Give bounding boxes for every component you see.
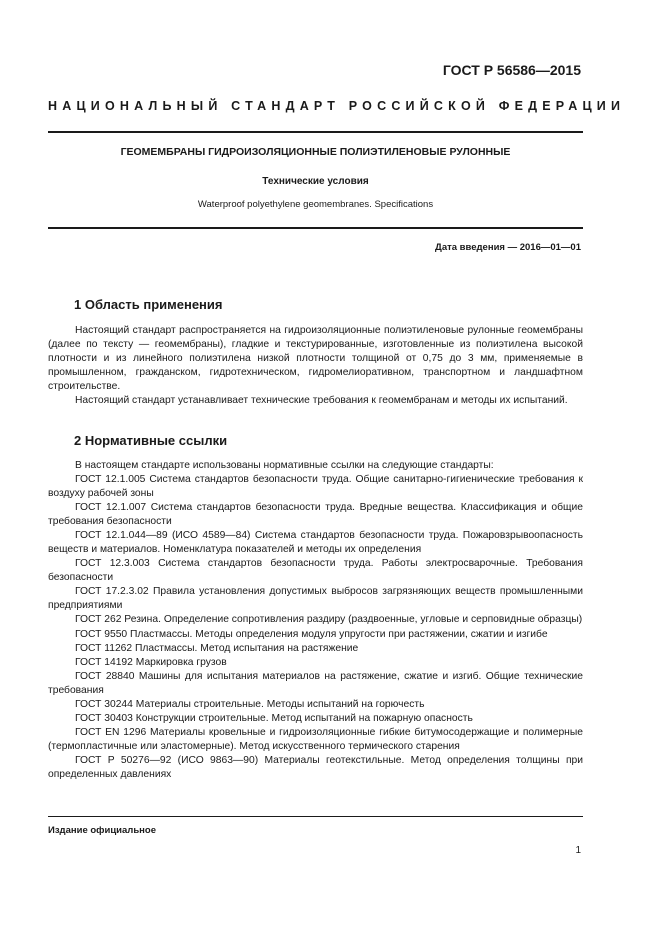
- reference-item: ГОСТ 12.1.007 Система стандартов безопасности труда. Вредные вещества. Классификация и общие требования безопасности: [48, 502, 583, 528]
- reference-item: ГОСТ 12.3.003 Система стандартов безопасности труда. Работы электросварочные. Требования безопасности: [48, 558, 583, 584]
- introduction-date: Дата введения — 2016—01—01: [435, 242, 581, 253]
- section-2-intro: [48, 459, 583, 473]
- reference-item: ГОСТ 14192 Маркировка грузов: [75, 656, 227, 668]
- page-number: 1: [575, 845, 581, 856]
- reference-item: ГОСТ 28840 Машины для испытания материалов на растяжение, сжатие и изгиб. Общие технические требования: [48, 670, 583, 696]
- document-title: ГЕОМЕМБРАНЫ ГИДРОИЗОЛЯЦИОННЫЕ ПОЛИЭТИЛЕНОВЫЕ РУЛОННЫЕ: [120, 146, 511, 158]
- reference-item: ГОСТ 30403 Конструкции строительные. Метод испытаний на пожарную опасность: [75, 712, 473, 724]
- reference-item: ГОСТ 17.2.3.02 Правила установления допустимых выбросов загрязняющих веществ промышленными предприятиями: [48, 586, 583, 612]
- title-rule: [48, 227, 583, 229]
- header-rule: [48, 131, 583, 133]
- section-1-heading: 1 Область применения: [74, 297, 223, 312]
- document-title-english: Waterproof polyethylene geomembranes. Specifications: [197, 199, 434, 210]
- reference-item: ГОСТ 11262 Пластмассы. Метод испытания на растяжение: [75, 642, 359, 654]
- reference-item: ГОСТ 30244 Материалы строительные. Методы испытаний на горючесть: [75, 698, 425, 710]
- document-subtitle: Технические условия: [262, 176, 369, 187]
- normative-references-list: [48, 473, 583, 782]
- official-edition-label: Издание официальное: [48, 825, 156, 836]
- national-standard-title: НАЦИОНАЛЬНЫЙ СТАНДАРТ РОССИЙСКОЙ ФЕДЕРАЦИИ: [48, 99, 626, 113]
- reference-item: ГОСТ 9550 Пластмассы. Методы определения модуля упругости при растяжении, сжатии и изгибе: [75, 628, 548, 640]
- paragraph-text: Настоящий стандарт распространяется на гидроизоляционные полиэтиленовые рулонные геомембраны (далее по тексту — геомембраны), гладкие и текстурированные, изготовленные из полиэтилена высокой плотности и из линейного полиэтилена низкой плотности толщиной от 0,75 до 3 мм, применяемые в промышленном, гражданском, гидротехническом, гидромелиоративном, транспортном и ландшафтном строительстве.: [48, 325, 583, 392]
- reference-item: ГОСТ Р 50276—92 (ИСО 9863—90) Материалы геотекстильные. Метод определения толщины при определенных давлениях: [48, 754, 583, 780]
- section-2-heading: 2 Нормативные ссылки: [74, 433, 228, 448]
- footer-rule: [48, 816, 583, 817]
- section-1-paragraph: [48, 324, 583, 394]
- section-1-paragraph: [48, 394, 583, 408]
- reference-item: ГОСТ 12.1.044—89 (ИСО 4589—84) Система стандартов безопасности труда. Пожаровзрывоопасность веществ и материалов. Номенклатура показателей и методы их определения: [48, 530, 583, 556]
- reference-item: ГОСТ 262 Резина. Определение сопротивления раздиру (раздвоенные, угловые и серповидные образцы): [75, 614, 583, 626]
- paragraph-text: Настоящий стандарт устанавливает технические требования к геомембранам и методы их испытаний.: [75, 395, 568, 406]
- reference-item: ГОСТ EN 1296 Материалы кровельные и гидроизоляционные гибкие битумосодержащие и полимерные (термопластичные или эластомерные). Метод искусственного термического старения: [48, 726, 583, 752]
- gost-number: ГОСТ Р 56586—2015: [442, 62, 581, 78]
- reference-item: ГОСТ 12.1.005 Система стандартов безопасности труда. Общие санитарно-гигиенические требования к воздуху рабочей зоны: [48, 474, 583, 500]
- paragraph-text: В настоящем стандарте использованы нормативные ссылки на следующие стандарты:: [75, 460, 494, 471]
